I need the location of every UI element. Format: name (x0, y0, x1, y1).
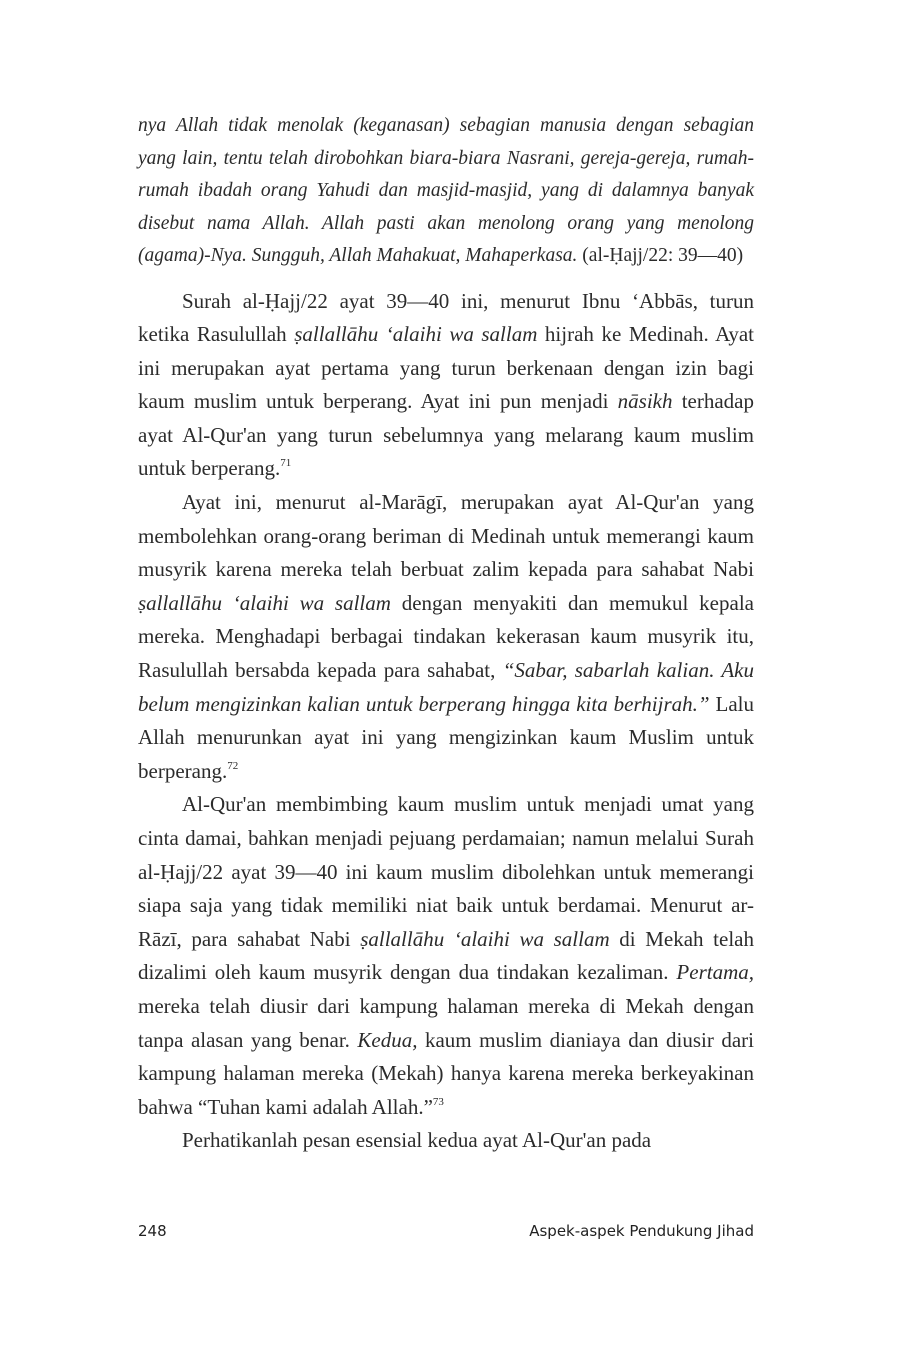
footnote-ref-73[interactable]: 73 (432, 1095, 444, 1108)
p3-pertama: Pertama, (676, 960, 754, 985)
paragraph-4 (138, 1124, 754, 1158)
p2-honorific: ṣallallāhu ‘alaihi wa sallam (138, 590, 391, 615)
p1-text-a: Surah al-Ḥajj/22 ayat 39—40 ini, menurut Ibnu ‘Abbās, turun ketika Rasulullah (138, 288, 754, 347)
p1-honorific: ṣallallāhu ‘alaihi wa sallam (294, 322, 538, 347)
paragraph-2 (138, 486, 754, 788)
quote-citation: (al-Ḥajj/22: 39—40) (582, 245, 744, 266)
page-footer (138, 1222, 754, 1246)
quran-quote (138, 110, 754, 273)
footnote-ref-72[interactable]: 72 (227, 759, 239, 772)
p4-text-a: Perhatikanlah pesan esensial kedua ayat Al-Qur'an pada (182, 1128, 652, 1153)
p3-kedua: Kedua, (357, 1027, 418, 1052)
p3-text-g: kaum muslim dianiaya dan diusir dari kampung halaman mereka (Mekah) hanya karena mereka berkeyakinan bahwa “Tuhan kami adalah Allah.” (138, 1027, 754, 1119)
p3-honorific: ṣallallāhu ‘alaihi wa sallam (360, 926, 610, 951)
p1-text-e: terhadap ayat Al-Qur'an yang turun sebelumnya yang melarang kaum muslim untuk berperang. (138, 389, 754, 481)
p3-text-c: di Mekah telah dizalimi oleh kaum musyrik dengan dua tindakan kezaliman. (138, 926, 754, 985)
quote-text: nya Allah tidak menolak (keganasan) sebagian manusia dengan sebagian yang lain, tentu telah dirobohkan biara-biara Nasrani, gereja-gereja, rumah-rumah ibadah orang Yahudi dan masjid-masjid, yang di dalamnya banyak disebut nama Allah. Allah pasti akan menolong orang yang menolong (agama)-Nya. Sungguh, Allah Mahakuat, Mahaperkasa. (138, 115, 754, 266)
paragraph-3 (138, 788, 754, 1124)
footnote-ref-71[interactable]: 71 (280, 457, 292, 470)
p1-term-nasikh: nāsikh (617, 389, 673, 414)
running-title: Aspek-aspek Pendukung Jihad (529, 1222, 754, 1240)
p2-text-e: Lalu Allah menurunkan ayat ini yang mengizinkan kaum Muslim untuk berperang. (138, 691, 755, 783)
p2-text-a: Ayat ini, menurut al-Marāgī, merupakan ayat Al-Qur'an yang membolehkan orang-orang beriman di Medinah untuk memerangi kaum musyrik karena mereka telah berbuat zalim kepada para sahabat Nabi (138, 490, 754, 582)
p2-text-c: dengan menyakiti dan memukul kepala mereka. Menghadapi berbagai tindakan kekerasan kaum musyrik itu, Rasulullah bersabda kepada para sahabat, (138, 590, 754, 683)
page-number: 248 (138, 1222, 167, 1240)
p2-hadith-quote: “Sabar, sabarlah kalian. Aku belum mengizinkan kalian untuk berperang hingga kita berhijrah.” (138, 658, 754, 716)
p3-text-a: Al-Qur'an membimbing kaum muslim untuk menjadi umat yang cinta damai, bahkan menjadi pejuang perdamaian; namun melalui Surah al-Ḥajj/22 ayat 39—40 ini kaum muslim dibolehkan untuk memerangi siapa saja yang tidak memiliki niat baik untuk berdamai. Menurut ar-Rāzī, para sahabat Nabi (138, 792, 754, 951)
p3-text-e: mereka telah diusir dari kampung halaman mereka di Mekah dengan tanpa alasan yang benar. (138, 993, 754, 1052)
paragraph-1 (138, 285, 754, 487)
page-body (138, 110, 754, 1158)
p1-text-c: hijrah ke Medinah. Ayat ini merupakan ayat pertama yang turun berkenaan dengan izin bagi kaum muslim untuk berperang. Ayat ini pun menjadi (138, 322, 755, 414)
